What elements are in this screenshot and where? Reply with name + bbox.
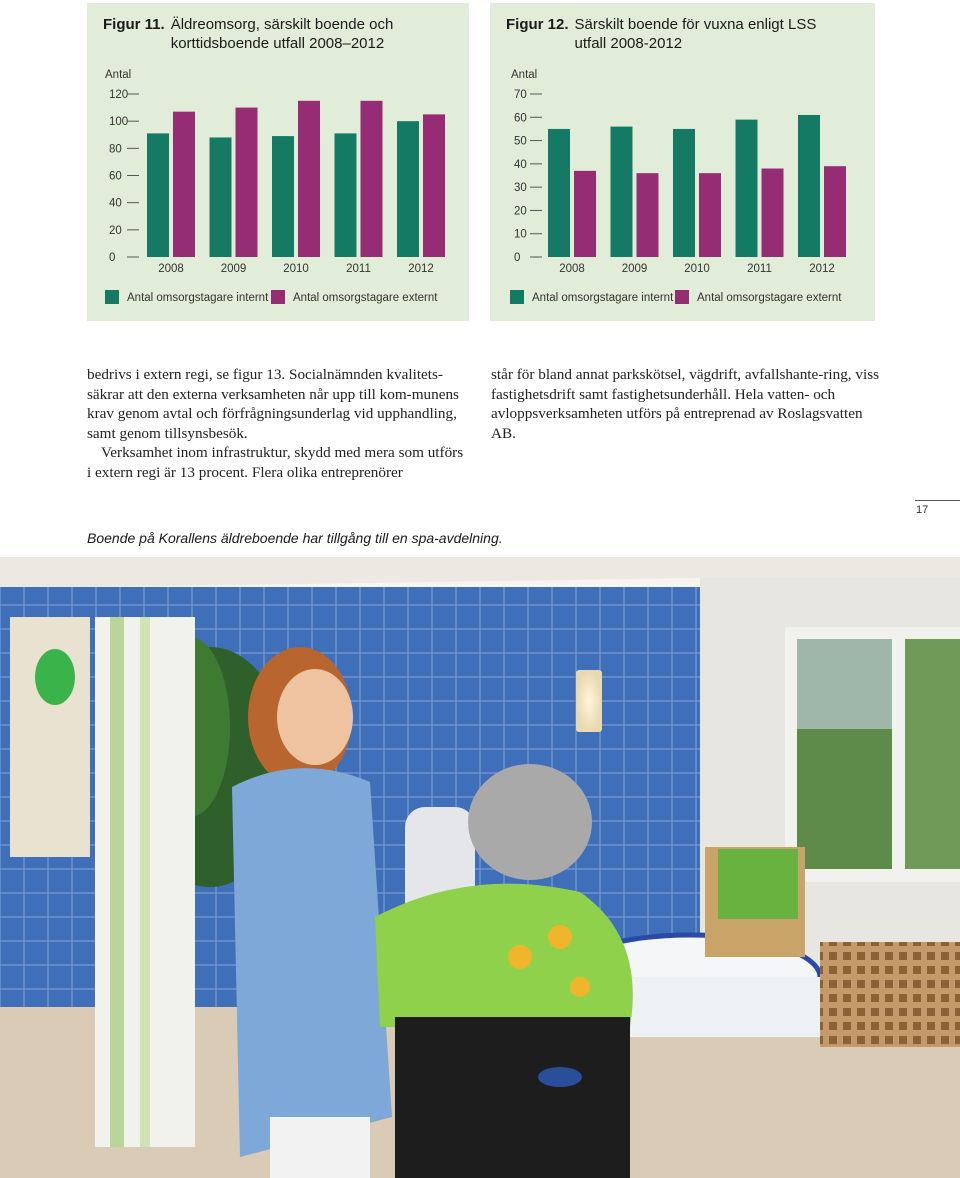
figure-12-panel	[490, 3, 875, 321]
bar-external-2011	[762, 169, 784, 257]
y-axis-label: Antal	[511, 69, 538, 81]
x-tick-label: 2008	[158, 263, 184, 275]
bar-external-2011	[361, 101, 383, 257]
bar-internal-2011	[335, 133, 357, 257]
legend-swatch	[105, 290, 119, 304]
photo-caption: Boende på Korallens äldreboende har tillgång till en spa-avdelning.	[87, 530, 503, 546]
y-tick-label: 20	[109, 224, 122, 237]
legend-label: Antal omsorgstagare internt	[532, 292, 674, 304]
bar-internal-2010	[272, 136, 294, 257]
y-tick-label: 40	[109, 197, 122, 210]
bar-external-2009	[236, 108, 258, 257]
body-paragraph: Verksamhet inom infrastruktur, skydd med mera som utförs i extern regi är 13 procent. Flera olika entreprenörer	[87, 444, 464, 481]
body-paragraph: bedrivs i extern regi, se figur 13. Socialnämnden kvalitets-säkrar att den externa verksamheten når upp till kom-munens krav genom avtal och förfrågningsunderlag vid upphandling, samt genom tillsynsbesök.	[87, 366, 459, 442]
bar-external-2008	[574, 171, 596, 257]
x-tick-label: 2010	[283, 263, 309, 275]
y-tick-label: 10	[514, 228, 527, 241]
y-axis-label: Antal	[105, 69, 132, 81]
page-number: 17	[916, 504, 929, 516]
legend-swatch	[510, 290, 524, 304]
bar-internal-2011	[736, 120, 758, 257]
y-tick-label: 120	[109, 89, 129, 101]
y-tick-label: 30	[514, 182, 527, 195]
x-tick-label: 2011	[346, 263, 371, 275]
bar-external-2009	[637, 173, 659, 257]
x-tick-label: 2009	[621, 263, 648, 275]
figure-11-chart	[87, 3, 469, 321]
x-tick-label: 2010	[684, 263, 710, 275]
figure-12-label: Figur 12.	[506, 16, 569, 33]
y-tick-label: 0	[109, 252, 116, 264]
bar-external-2012	[423, 114, 445, 257]
x-tick-label: 2009	[220, 263, 247, 275]
figure-12-title-text: Särskilt boende för vuxna enligt LSS utfall 2008-2012	[574, 16, 817, 52]
legend-label: Antal omsorgstagare internt	[127, 292, 269, 304]
legend-swatch	[271, 290, 285, 304]
y-tick-label: 70	[514, 89, 527, 101]
body-text-right-column	[491, 365, 886, 443]
bar-internal-2008	[548, 129, 570, 257]
figure-11-label: Figur 11.	[103, 16, 165, 33]
body-paragraph: står för bland annat parkskötsel, vägdrift, avfallshante-ring, viss fastighetsdrift samt fastighetsunderhåll. Hela vatten- och avloppsverksamheten utförs på entreprenad av Roslagsvatten AB.	[491, 366, 880, 442]
y-tick-label: 100	[109, 116, 129, 129]
y-tick-label: 60	[514, 112, 527, 125]
bar-external-2010	[298, 101, 320, 257]
bar-external-2008	[173, 112, 195, 257]
figure-11-panel	[87, 3, 469, 321]
spa-room-photo	[0, 557, 960, 1178]
x-tick-label: 2012	[408, 263, 434, 275]
y-tick-label: 80	[109, 143, 122, 156]
legend-label: Antal omsorgstagare externt	[293, 292, 438, 304]
figure-12-chart	[490, 3, 875, 321]
y-tick-label: 60	[109, 170, 122, 183]
bar-external-2012	[824, 166, 846, 257]
bar-internal-2009	[611, 127, 633, 257]
photo-illustration	[0, 557, 960, 1178]
figure-11-title-text: Äldreomsorg, särskilt boende och korttidsboende utfall 2008–2012	[170, 16, 394, 52]
bar-internal-2008	[147, 133, 169, 257]
bar-internal-2009	[210, 137, 232, 257]
y-tick-label: 40	[514, 158, 527, 171]
page-number-rule	[915, 500, 960, 501]
legend-swatch	[675, 290, 689, 304]
bar-internal-2012	[397, 121, 419, 257]
y-tick-label: 50	[514, 135, 527, 148]
bar-internal-2012	[798, 115, 820, 257]
legend-label: Antal omsorgstagare externt	[697, 292, 842, 304]
x-tick-label: 2012	[809, 263, 835, 275]
y-tick-label: 20	[514, 205, 527, 218]
bar-external-2010	[699, 173, 721, 257]
bar-internal-2010	[673, 129, 695, 257]
x-tick-label: 2011	[747, 263, 772, 275]
x-tick-label: 2008	[559, 263, 585, 275]
y-tick-label: 0	[514, 252, 521, 264]
body-text-left-column	[87, 365, 469, 482]
